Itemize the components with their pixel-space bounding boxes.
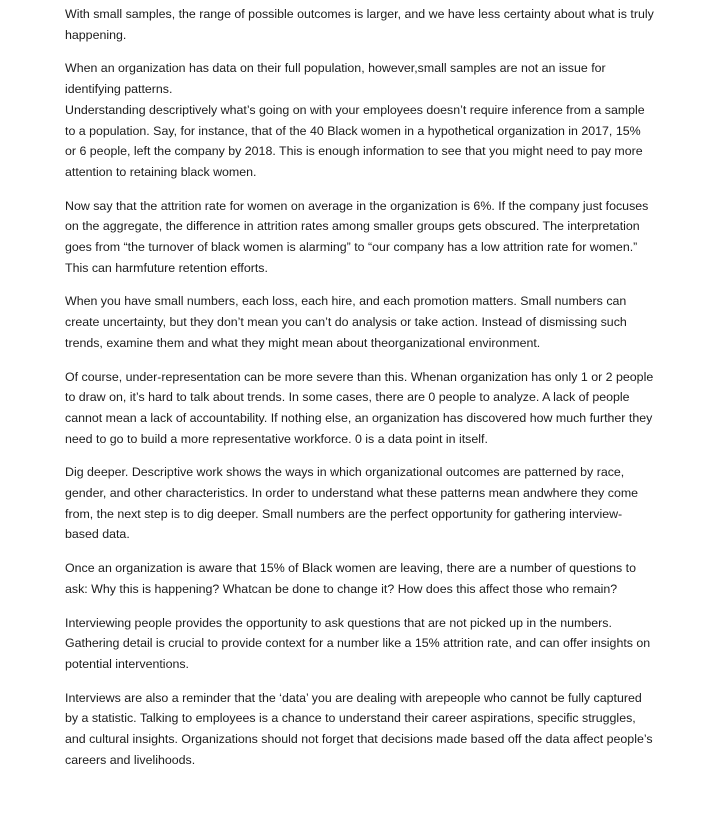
paragraph-full-population: When an organization has data on their full population, however,small samples are not an issue for identifying patterns.	[65, 61, 606, 97]
paragraph-questions: Once an organization is aware that 15% of Black women are leaving, there are a number of questions to ask: Why this is happening? Whatcan be done to change it? How does this affect those who remain?	[65, 561, 636, 596]
paragraph-data-people: Interviews are also a reminder that the ‘data’ you are dealing with arepeople who cannot be fully captured by a statistic. Talking to employees is a chance to understand their career aspirations, specific struggles, and cultural insights. Organizations should not forget that decisions made based off the data affect people’s careers and livelihoods.	[65, 690, 653, 767]
article-body	[65, 4, 655, 771]
paragraph-small-samples: With small samples, the range of possible outcomes is larger, and we have less certainty about what is truly happening.	[65, 7, 654, 42]
paragraph-interviewing: Interviewing people provides the opportunity to ask questions that are not picked up in the numbers. Gathering detail is crucial to provide context for a number like a 15% attrition rate, and can offer insights on potential interventions.	[65, 615, 651, 671]
paragraph-dig-deeper: Dig deeper. Descriptive work shows the ways in which organizational outcomes are patterned by race, gender, and other characteristics. In order to understand what these patterns mean andwhere they come from, the next step is to dig deeper. Small numbers are the perfect opportunity for gathering interview-based data.	[65, 465, 639, 542]
paragraph-aggregate-attrition: Now say that the attrition rate for women on average in the organization is 6%. If the company just focuses on the aggregate, the difference in attrition rates among smaller groups gets obscured. The interpretation goes from “the turnover of black women is alarming” to “our company has a low attrition rate for women.” This can harmfuture retention efforts.	[65, 198, 649, 275]
paragraph-descriptive-understanding: Understanding descriptively what’s going on with your employees doesn’t require inference from a sample to a population. Say, for instance, that of the 40 Black women in a hypothetical organization in 2017, 15% or 6 people, left the company by 2018. This is enough information to see that you might need to pay more attention to retaining black women.	[65, 102, 645, 179]
paragraph-under-representation: Of course, under-representation can be more severe than this. Whenan organization has only 1 or 2 people to draw on, it’s hard to talk about trends. In some cases, there are 0 people to analyze. A lack of people cannot mean a lack of accountability. If nothing else, an organization has discovered how much further they need to go to build a more representative workforce. 0 is a data point in itself.	[65, 369, 654, 446]
paragraph-small-numbers: When you have small numbers, each loss, each hire, and each promotion matters. Small numbers can create uncertainty, but they don’t mean you can’t do analysis or take action. Instead of dismissing such trends, examine them and what they might mean about theorganizational environment.	[65, 294, 627, 350]
